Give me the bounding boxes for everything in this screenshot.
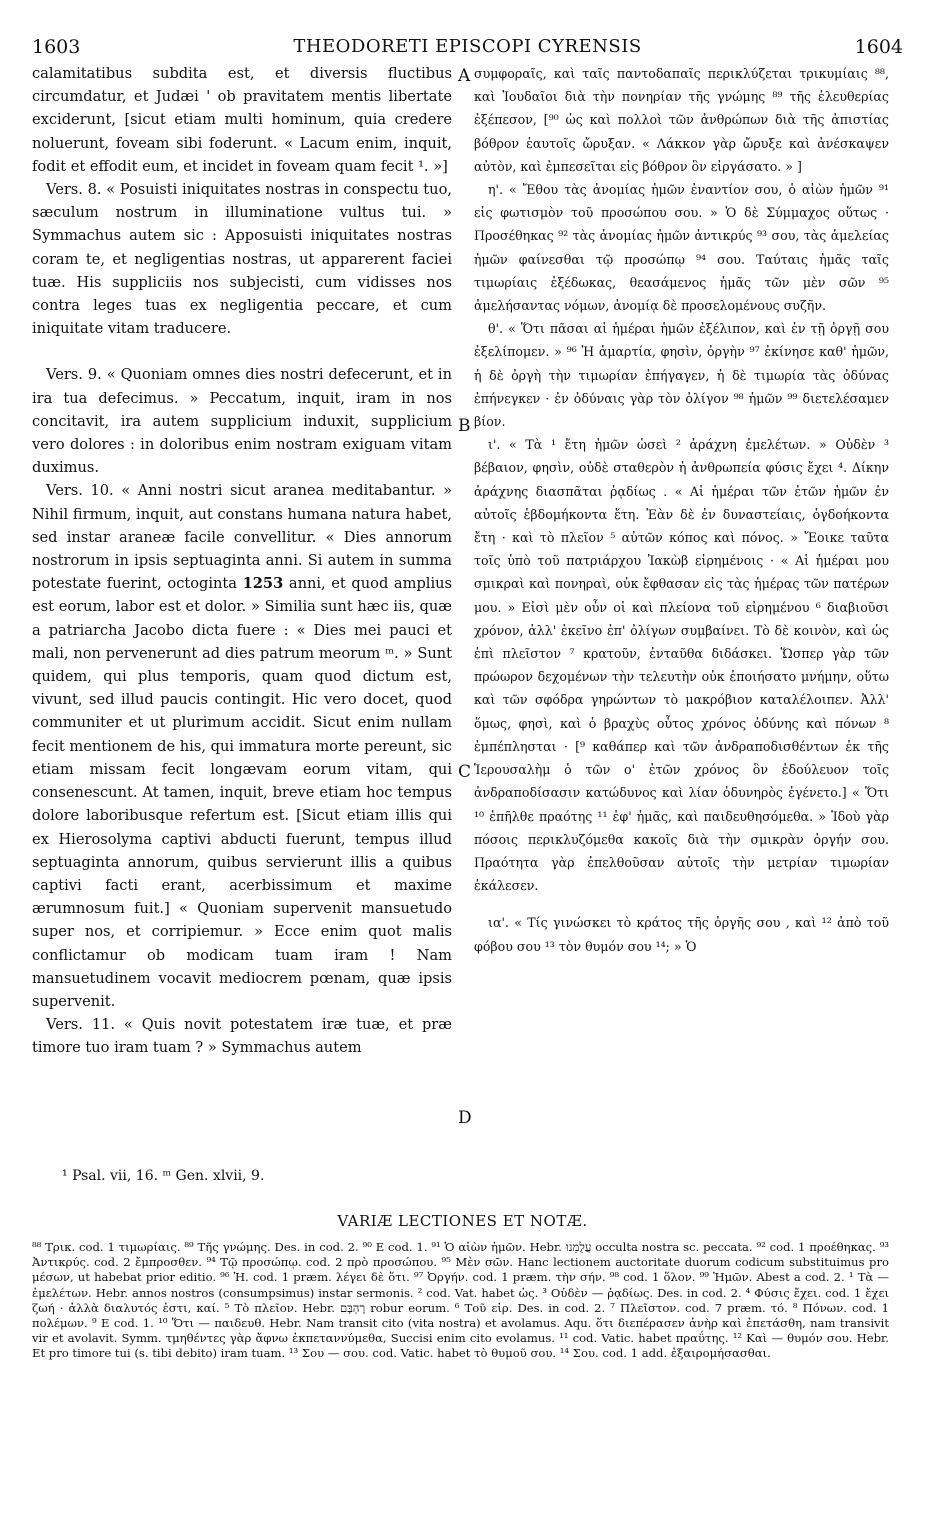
variae-lectiones	[32, 1240, 889, 1362]
page-header	[32, 36, 903, 62]
variae-lectiones-text: ⁸⁸ Τρικ. cod. 1 τιμωρίαις. ⁸⁹ Τῆς γνώμης. Des. in cod. 2. ⁹⁰ E cod. 1. ⁹¹ Ὁ αἰὼν ἡμῶν. Hebr. עֲלֻמֵנוּ occulta nostra sc. peccata. ⁹² cod. 1 προέθηκας. ⁹³ Ἀντικρύς. cod. 2 ἔμπροσθεν. ⁹⁴ Τῷ προσώπῳ. cod. 2 πρὸ προσώπου. ⁹⁵ Μὲν σῶν. Hanc lectionem auctoritate duorum codicum substituimus pro μέσων, ut habebat prior editio. ⁹⁶ Ἡ. cod. 1 præm. λέγει δὲ ὅτι. ⁹⁷ Ὀργήν. cod. 1 præm. τὴν σήν. ⁹⁸ cod. 1 ὅλον. ⁹⁹ Ἡμῶν. Abest a cod. 2. ¹ Τὰ — ἐμελέτων. Hebr. annos nostros (consumpsimus) instar sermonis. ² cod. Vat. habet ὡς. ³ Οὐδὲν — ῥᾳδίως. Des. in cod. 2. ⁴ Φύσις ἔχει. cod. 1 ἔχει ζωή · ἀλλὰ διαλυτός ἐστι, καί. ⁵ Τὸ πλεῖον. Hebr. רָהְבָּם robur eorum. ⁶ Τοῦ εἰρ. Des. in cod. 2. ⁷ Πλεῖστον. cod. 7 præm. τό. ⁸ Πόνων. cod. 1 πολέμων. ⁹ E cod. 1. ¹⁰ Ὅτι — παιδευθ. Hebr. Nam transit cito (vita nostra) et avolamus. Aqu. ὅτι διεπέρασεν ἀνὴρ καὶ ἐπετάσθη, nam transivit vir et avolavit. Symm. τμηθέντες γὰρ ἄφνω ἐκπεταννύμεθα, Succisi enim cito evolamus. ¹¹ cod. Vatic. habet πραΰτης. ¹² Καὶ — θυμόν σου. Hebr. Et pro timore tui (s. tibi debito) iram tuam. ¹³ Σου — σου. cod. Vatic. habet τὸ θυμοῦ σου. ¹⁴ Σου. cod. 1 add. ἐξαιρομήσασθαι.	[32, 1240, 890, 1361]
latin-paragraph: Vers. 8. « Posuisti iniquitates nostras in conspectu tuo, sæculum nostrum in illuminatione vultus tui. » Symmachus autem sic : Apposuisti iniquitates nostras coram te, et negligentias nostras, ut apparerent faciei tuæ. His suppliciis nos subjecisti, cum vidisses nos contra leges tuas ex negligentia peccare, et cum iniquitate vitam traducere.	[32, 181, 452, 338]
greek-paragraph: ια'. « Τίς γινώσκει τὸ κράτος τῆς ὀργῆς σου , καὶ ¹² ἀπὸ τοῦ φόβου σου ¹³ τὸν θυμόν σου ¹⁴; » Ὁ	[474, 915, 889, 954]
page-number-right: 1604	[854, 36, 903, 58]
margin-letter-d: D	[458, 1108, 472, 1128]
greek-paragraph: ι'. « Τὰ ¹ ἔτη ἡμῶν ὡσεὶ ² ἀράχνη ἐμελέτων. » Οὐδὲν ³ βέβαιον, φησὶν, οὐδὲ σταθερὸν ἡ ἀνθρωπεία φύσις ἔχει ⁴. Δίκην ἀράχνης διασπᾶται ῥᾳδίως . « Αἱ ἡμέραι τῶν ἐτῶν ἡμῶν ἐν αὐτοῖς ἑβδομήκοντα ἔτη. Ἐὰν δὲ ἐν δυναστείαις, ὀγδοήκοντα ἔτη · καὶ τὸ πλεῖον ⁵ αὐτῶν κόπος καὶ πόνος. » Ἔοικε ταῦτα τοῖς ὑπὸ τοῦ πατριάρχου Ἰακὼβ εἰρημένοις · « Αἱ ἡμέραι μου σμικραὶ καὶ πονηραὶ, οὐκ ἔφθασαν εἰς τὰς ἡμέρας τῶν πατέρων μου. » Εἰσὶ μὲν οὖν οἱ καὶ πλείονα τοῦ εἰρημένου ⁶ διαβιοῦσι χρόνον, ἀλλ' ἐκεῖνο ἐπ' ὀλίγων συμβαίνει. Τὸ δὲ κοινὸν, καὶ ὡς ἐπὶ πλεῖστον ⁷ κρατοῦν, ἐνταῦθα διδάσκει. Ὥσπερ γὰρ τῶν πρώωρον δεχομένων τὴν τελευτὴν οὐκ ἐποιήσατο μνήμην, οὕτω καὶ τῶν σφόδρα γηρώντων τὸ μακρόβιον καταλέλοιπεν. Ἀλλ' ὅμως, φησὶ, καὶ ὁ βραχὺς οὗτος χρόνος ὀδύνης καὶ πόνων ⁸ ἐμπέπλησται · [⁹ καθάπερ καὶ τῶν ἀνδραποδισθέντων ἐκ τῆς Ἱερουσαλὴμ ὁ τῶν ο' ἐτῶν χρόνος ὃν ἐδούλευον τοῖς ἀνδραποδίσασιν κατώδυνος καὶ λίαν ὀδυνηρὸς ἐγένετο.] « Ὅτι ¹⁰ ἐπῆλθε πραότης ¹¹ ἐφ' ἡμᾶς, καὶ παιδευθησόμεθα. » Ἰδοὺ γὰρ πόσοις περικλυζόμεθα κακοῖς διὰ τὴν σμικρὰν ὀργήν σου. Πραότητα γὰρ ἐπελθοῦσαν αὐτοῖς τὴν μετρίαν τιμωρίαν ἐκάλεσεν.	[474, 437, 889, 894]
greek-paragraph: η'. « Ἔθου τὰς ἀνομίας ἡμῶν ἐναντίον σου, ὁ αἰὼν ἡμῶν ⁹¹ εἰς φωτισμὸν τοῦ προσώπου σου. » Ὁ δὲ Σύμμαχος οὕτως · Προσέθηκας ⁹² τὰς ἀνομίας ἡμῶν ἀντικρύς ⁹³ σου, τὰς ἀμελείας ἡμῶν φαίνεσθαι τῷ προσώπῳ ⁹⁴ σου. Ταύταις ἡμᾶς ταῖς τιμωρίαις ἐξέδωκας, θεασάμενος ἡμᾶς τῶν μὲν σῶν ⁹⁵ ἀμελήσαντας νόμων, ἀνομίᾳ δὲ προσελομένους συζῆν.	[474, 182, 889, 314]
latin-paragraph: Vers. 11. « Quis novit potestatem iræ tuæ, et præ timore tuo iram tuam ? » Symmachus autem	[32, 1016, 452, 1057]
page-number-left: 1603	[32, 36, 81, 58]
greek-paragraph: θ'. « Ὅτι πᾶσαι αἱ ἡμέραι ἡμῶν ἐξέλιπον, καὶ ἐν τῇ ὀργῇ σου ἐξελίπομεν. » ⁹⁶ Ἡ ἁμαρτία, φησὶν, ὀργὴν ⁹⁷ ἐκίνησε καθ' ἡμῶν, ἡ δὲ ὀργὴ τὴν τιμωρίαν ἐπήγαγεν, ἡ δὲ τιμωρία τὰς ὀδύνας ἐπήνεγκεν · ἐν ὀδύναις γὰρ τὸν ὀλίγον ⁹⁸ ἡμῶν ⁹⁹ διετελέσαμεν βίον.	[474, 321, 889, 430]
latin-text: anni, et quod amplius est eorum, labor est et dolor. » Similia sunt hæc iis, quæ a patriarcha Jacobo dicta fuere : « Dies mei pauci et mali, non pervenerunt ad dies patrum meorum ᵐ. » Sunt quidem, qui plus temporis, quam quod dictum est, vivunt, sed illud paucis contingit. Hic vero docet, quod communiter et ut plurimum accidit. Sicut enim nullam fecit mentionem de his, qui immatura morte pereunt, sic etiam missam fecit longævam eorum vitam, qui consenescunt. At tamen, inquit, breve etiam hoc tempus dolore laboribusque refertum est. [Sicut etiam illis qui ex Hierosolyma captivi abducti fuerunt, tempus illud septuaginta annorum, quibus servierunt illis a quibus captivi facti erant, acerbissimum et maxime ærumnosum fuit.] « Quoniam supervenit mansuetudo super nos, et corripiemur. » Ecce enim quot malis conflictamur ob modicam tuam iram ! Nam mansuetudinem vocavit mediocrem pœnam, quæ ipsis supervenit.	[32, 575, 453, 1010]
greek-paragraph: συμφοραῖς, καὶ ταῖς παντοδαπαῖς περικλύζεται τρικυμίαις ⁸⁸, καὶ Ἰουδαῖοι διὰ τὴν πονηρίαν τῆς γνώμης ⁸⁹ τῆς ἐλευθερίας ἐξέπεσον, [⁹⁰ ὡς καὶ πολλοὶ τῶν ἀνθρώπων διὰ τῆς ἀπιστίας βόθρον ἑαυτοῖς ὤρυξαν. « Λάκκον γὰρ ὤρυξε καὶ ἀνέσκαψεν αὐτὸν, καὶ ἐμπεσεῖται εἰς βόθρον ὃν εἰργάσατο. » ]	[474, 66, 889, 174]
latin-paragraph	[32, 479, 452, 1013]
margin-letter-c: C	[458, 762, 472, 782]
footnotes: ¹ Psal. vii, 16. ᵐ Gen. xlvii, 9.	[62, 1168, 265, 1184]
latin-paragraph: calamitatibus subdita est, et diversis fluctibus circumdatur, et Judæi ' ob pravitatem mentis libertate exciderunt, [sicut etiam multi hominum, quia credere noluerunt, foveam sibi foderunt. « Lacum enim, inquit, fodit et effodit eum, et incidet in foveam quam fecit ¹. »]	[32, 65, 452, 175]
running-title: THEODORETI EPISCOPI CYRENSIS	[293, 36, 642, 57]
greek-column	[474, 62, 889, 958]
margin-letter-a: A	[458, 66, 471, 86]
margin-letter-b: B	[458, 416, 471, 436]
latin-column	[32, 62, 452, 1060]
variae-lectiones-title: VARIÆ LECTIONES ET NOTÆ.	[337, 1212, 588, 1230]
column-number: 1253	[242, 575, 284, 593]
latin-paragraph: Vers. 9. « Quoniam omnes dies nostri defecerunt, et in ira tua defecimus. » Peccatum, inquit, iram in nos concitavit, ira autem supplicium induxit, supplicium vero dolores : in doloribus enim nostram exiguam vitam duximus.	[32, 366, 452, 477]
latin-text: Vers. 10. « Anni nostri sicut aranea meditabantur. » Nihil firmum, inquit, aut constans humana natura habet, sed instar araneæ facile convellitur. « Dies annorum nostrorum in ipsis septuaginta anni. Si autem in summa potestate fuerint, octoginta	[32, 482, 452, 593]
